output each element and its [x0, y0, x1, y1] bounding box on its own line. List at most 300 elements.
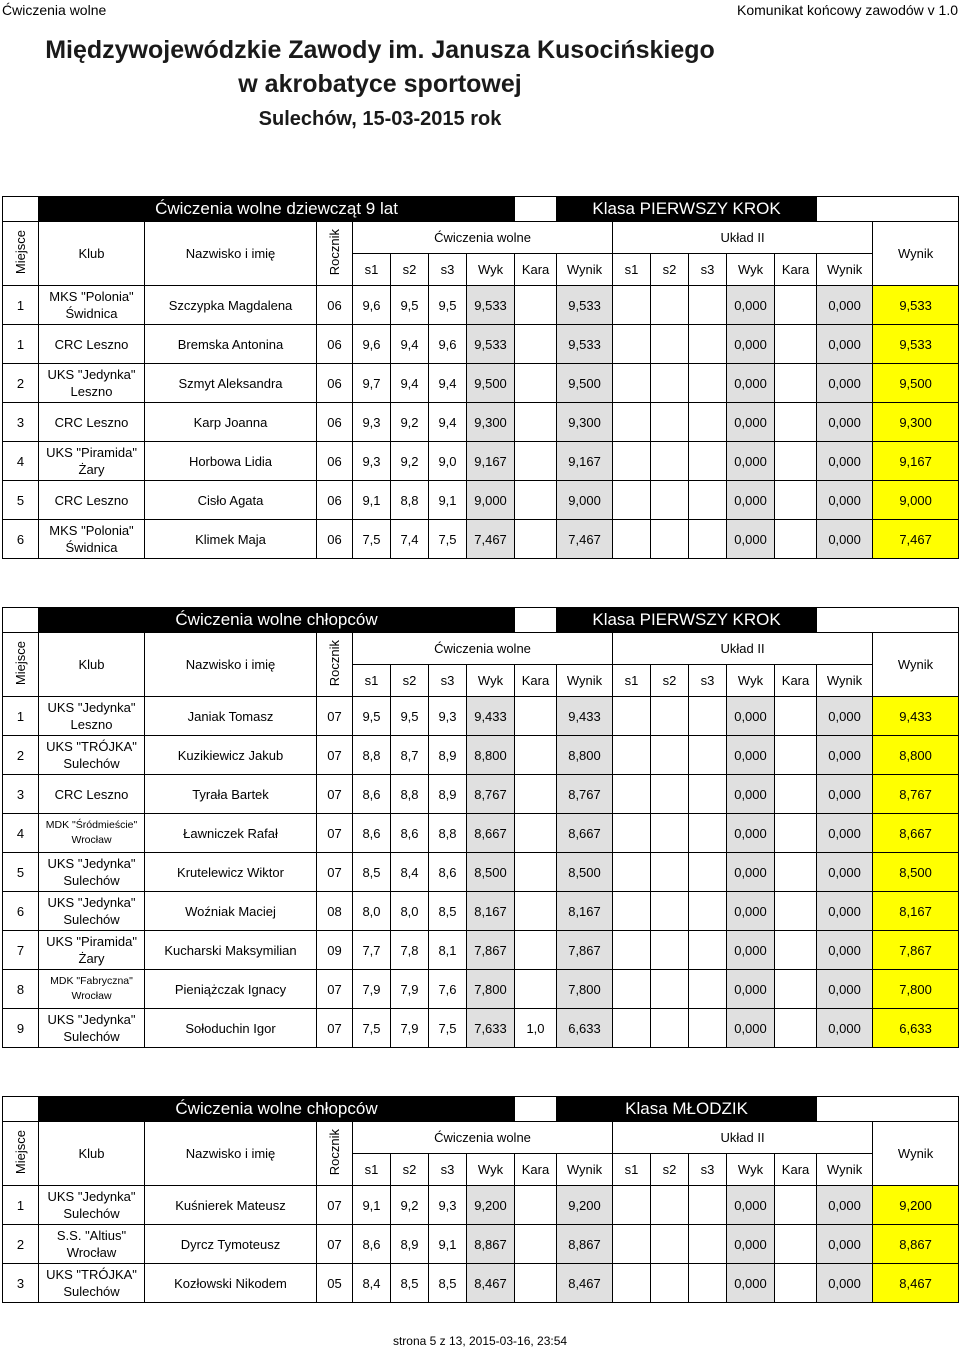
club-city: Sulechów [63, 1284, 120, 1299]
club-name: UKS "Jedynka" [47, 895, 136, 910]
kara-cell [515, 1264, 557, 1303]
wynik1-cell: 8,767 [557, 775, 613, 814]
wynik-header: Wynik [873, 1122, 959, 1186]
b-s1-cell [613, 442, 651, 481]
club-name: UKS "Jedynka" [47, 367, 136, 382]
b-wynik-cell: 0,000 [817, 364, 873, 403]
b-s1-cell [613, 286, 651, 325]
table-row [3, 1186, 959, 1225]
category-label: Ćwiczenia wolne dziewcząt 9 lat [39, 197, 515, 222]
place-cell: 1 [3, 697, 39, 736]
b-wyk-cell: 0,000 [727, 325, 775, 364]
b-s3-cell [689, 775, 727, 814]
club-name: MDK "Śródmieście" [45, 819, 138, 831]
rocznik-header: Rocznik [317, 1122, 353, 1186]
b-s1-cell [613, 736, 651, 775]
wynik1-cell: 9,167 [557, 442, 613, 481]
place-cell: 5 [3, 853, 39, 892]
name-cell: Szmyt Aleksandra [145, 364, 317, 403]
s2-cell: 8,8 [391, 775, 429, 814]
wynik1-cell: 6,633 [557, 1009, 613, 1048]
s1-cell: 8,0 [353, 892, 391, 931]
place-cell: 3 [3, 1264, 39, 1303]
b-s3-cell [689, 931, 727, 970]
name-cell: Sołoduchin Igor [145, 1009, 317, 1048]
club-cell [39, 520, 145, 559]
subheader-wynik_sub: Wynik [557, 665, 613, 697]
total-cell: 6,633 [873, 1009, 959, 1048]
b-s2-cell [651, 1264, 689, 1303]
b-kara-cell [775, 286, 817, 325]
s1-cell: 9,1 [353, 1186, 391, 1225]
club-city: Leszno [70, 384, 113, 399]
s2-cell: 9,4 [391, 325, 429, 364]
subheader-s2: s2 [391, 254, 429, 286]
club-city: Świdnica [65, 306, 118, 321]
b-s3-cell [689, 814, 727, 853]
name-cell: Bremska Antonina [145, 325, 317, 364]
club-cell [39, 364, 145, 403]
b-wynik-cell: 0,000 [817, 1225, 873, 1264]
name-cell: Tyrała Bartek [145, 775, 317, 814]
kara-cell [515, 325, 557, 364]
club-name: S.S. "Altius" [56, 1228, 127, 1243]
kara-cell [515, 1225, 557, 1264]
b-wyk-cell: 0,000 [727, 364, 775, 403]
b-kara-cell [775, 1186, 817, 1225]
band-spacer [515, 1097, 557, 1122]
b-wyk-cell: 0,000 [727, 1264, 775, 1303]
miejsce-header: Miejsce [3, 222, 39, 286]
b-s1-cell [613, 814, 651, 853]
klub-header: Klub [39, 633, 145, 697]
b-wyk-cell: 0,000 [727, 1009, 775, 1048]
document-subtitle: Sulechów, 15-03-2015 rok [258, 108, 502, 130]
kara-cell [515, 697, 557, 736]
wynik1-cell: 8,167 [557, 892, 613, 931]
rocznik-cell: 06 [317, 403, 353, 442]
wyk-cell: 9,533 [467, 286, 515, 325]
club-name: CRC Leszno [54, 492, 129, 508]
b-s2-cell [651, 970, 689, 1009]
group1-header: Ćwiczenia wolne [353, 1122, 613, 1154]
s1-cell: 7,9 [353, 970, 391, 1009]
name-cell: Janiak Tomasz [145, 697, 317, 736]
b-s3-cell [689, 1009, 727, 1048]
s2-cell: 8,8 [391, 481, 429, 520]
header-left-label: Ćwiczenia wolne [2, 2, 107, 18]
klub-header: Klub [39, 1122, 145, 1186]
b-s1-cell [613, 1009, 651, 1048]
b-s1-cell [613, 325, 651, 364]
place-cell: 4 [3, 814, 39, 853]
total-cell: 9,300 [873, 403, 959, 442]
header-right-label: Komunikat końcowy zawodów v 1.0 [737, 2, 958, 18]
s3-cell: 9,6 [429, 325, 467, 364]
name-cell: Klimek Maja [145, 520, 317, 559]
total-cell: 9,167 [873, 442, 959, 481]
s2-cell: 9,2 [391, 403, 429, 442]
s1-cell: 9,1 [353, 481, 391, 520]
rocznik-cell: 09 [317, 931, 353, 970]
band-spacer [3, 197, 39, 222]
b-s2-cell [651, 853, 689, 892]
b-wynik-cell: 0,000 [817, 853, 873, 892]
kara-cell [515, 481, 557, 520]
subheader-kara: Kara [515, 1154, 557, 1186]
wynik-header: Wynik [873, 222, 959, 286]
table-row [3, 736, 959, 775]
table-row [3, 931, 959, 970]
b-wyk-cell: 0,000 [727, 442, 775, 481]
wynik1-cell: 9,533 [557, 325, 613, 364]
b-s2-cell [651, 364, 689, 403]
club-cell [39, 403, 145, 442]
b-s3-cell [689, 1186, 727, 1225]
b-s2-cell [651, 697, 689, 736]
club-city: Wrocław [66, 1245, 117, 1260]
rocznik-cell: 07 [317, 1186, 353, 1225]
subheader-wynik_sub: Wynik [817, 1154, 873, 1186]
subheader-s1: s1 [613, 254, 651, 286]
rocznik-cell: 06 [317, 520, 353, 559]
b-wynik-cell: 0,000 [817, 814, 873, 853]
name-cell: Karp Joanna [145, 403, 317, 442]
wyk-cell: 8,867 [467, 1225, 515, 1264]
s3-cell: 9,1 [429, 1225, 467, 1264]
total-cell: 7,800 [873, 970, 959, 1009]
s1-cell: 8,6 [353, 775, 391, 814]
subheader-kara: Kara [775, 665, 817, 697]
s1-cell: 9,6 [353, 286, 391, 325]
s3-cell: 8,5 [429, 892, 467, 931]
b-wyk-cell: 0,000 [727, 520, 775, 559]
s1-cell: 9,7 [353, 364, 391, 403]
club-city: Wrocław [71, 834, 112, 846]
b-kara-cell [775, 775, 817, 814]
table-row [3, 1009, 959, 1048]
place-cell: 2 [3, 736, 39, 775]
s3-cell: 9,5 [429, 286, 467, 325]
s3-cell: 7,5 [429, 1009, 467, 1048]
wynik1-cell: 9,533 [557, 286, 613, 325]
b-wynik-cell: 0,000 [817, 286, 873, 325]
kara-cell [515, 970, 557, 1009]
subheader-s1: s1 [613, 1154, 651, 1186]
subheader-s2: s2 [391, 1154, 429, 1186]
b-wyk-cell: 0,000 [727, 403, 775, 442]
b-wyk-cell: 0,000 [727, 853, 775, 892]
name-cell: Woźniak Maciej [145, 892, 317, 931]
s3-cell: 8,9 [429, 775, 467, 814]
b-s1-cell [613, 775, 651, 814]
s1-cell: 9,6 [353, 325, 391, 364]
band-spacer [817, 197, 959, 222]
class-label: Klasa MŁODZIK [557, 1097, 817, 1122]
category-label: Ćwiczenia wolne chłopców [39, 608, 515, 633]
table-row [3, 697, 959, 736]
s3-cell: 9,0 [429, 442, 467, 481]
place-cell: 1 [3, 1186, 39, 1225]
b-kara-cell [775, 853, 817, 892]
club-name: UKS "Jedynka" [47, 856, 136, 871]
rocznik-cell: 06 [317, 325, 353, 364]
club-city: Świdnica [65, 540, 118, 555]
wynik1-cell: 8,500 [557, 853, 613, 892]
b-s2-cell [651, 1225, 689, 1264]
nazwisko-header: Nazwisko i imię [145, 222, 317, 286]
s2-cell: 7,9 [391, 970, 429, 1009]
s1-cell: 9,3 [353, 442, 391, 481]
name-cell: Szczypka Magdalena [145, 286, 317, 325]
place-cell: 4 [3, 442, 39, 481]
s1-cell: 7,5 [353, 1009, 391, 1048]
b-kara-cell [775, 1225, 817, 1264]
s3-cell: 9,3 [429, 697, 467, 736]
wyk-cell: 7,800 [467, 970, 515, 1009]
s2-cell: 7,4 [391, 520, 429, 559]
club-city: Wrocław [71, 990, 112, 1002]
results-table [2, 607, 959, 1048]
b-wyk-cell: 0,000 [727, 931, 775, 970]
club-name: MKS "Polonia" [49, 289, 134, 304]
wyk-cell: 9,000 [467, 481, 515, 520]
place-cell: 9 [3, 1009, 39, 1048]
b-wynik-cell: 0,000 [817, 1186, 873, 1225]
wyk-cell: 9,533 [467, 325, 515, 364]
subheader-kara: Kara [775, 1154, 817, 1186]
table-row [3, 442, 959, 481]
b-s1-cell [613, 364, 651, 403]
name-cell: Kuzikiewicz Jakub [145, 736, 317, 775]
club-cell [39, 931, 145, 970]
wyk-cell: 7,467 [467, 520, 515, 559]
club-name: CRC Leszno [54, 336, 129, 352]
subheader-wyk: Wyk [467, 665, 515, 697]
b-s2-cell [651, 286, 689, 325]
wyk-cell: 8,467 [467, 1264, 515, 1303]
b-wynik-cell: 0,000 [817, 520, 873, 559]
subheader-kara: Kara [775, 254, 817, 286]
table-row [3, 1264, 959, 1303]
total-cell: 8,167 [873, 892, 959, 931]
place-cell: 2 [3, 1225, 39, 1264]
subheader-s1: s1 [353, 254, 391, 286]
b-s1-cell [613, 970, 651, 1009]
s3-cell: 7,5 [429, 520, 467, 559]
b-s1-cell [613, 520, 651, 559]
place-cell: 1 [3, 286, 39, 325]
club-name: UKS "TRÓJKA" [46, 739, 137, 754]
subheader-s3: s3 [429, 665, 467, 697]
b-s1-cell [613, 481, 651, 520]
b-wynik-cell: 0,000 [817, 481, 873, 520]
b-wyk-cell: 0,000 [727, 970, 775, 1009]
b-wynik-cell: 0,000 [817, 1009, 873, 1048]
s1-cell: 9,3 [353, 403, 391, 442]
total-cell: 9,200 [873, 1186, 959, 1225]
b-s1-cell [613, 892, 651, 931]
b-kara-cell [775, 892, 817, 931]
s2-cell: 9,5 [391, 697, 429, 736]
kara-cell [515, 775, 557, 814]
b-s2-cell [651, 775, 689, 814]
name-cell: Pieniążczak Ignacy [145, 970, 317, 1009]
club-name: MDK "Fabryczna" [50, 975, 133, 987]
club-city: Leszno [70, 717, 113, 732]
subheader-s2: s2 [651, 254, 689, 286]
s3-cell: 9,4 [429, 364, 467, 403]
s2-cell: 7,9 [391, 1009, 429, 1048]
band-spacer [3, 1097, 39, 1122]
s2-cell: 8,9 [391, 1225, 429, 1264]
subheader-wynik_sub: Wynik [817, 665, 873, 697]
b-wynik-cell: 0,000 [817, 970, 873, 1009]
total-cell: 8,867 [873, 1225, 959, 1264]
b-wynik-cell: 0,000 [817, 697, 873, 736]
club-name: UKS "Jedynka" [47, 700, 136, 715]
page-footer: strona 5 z 13, 2015-03-16, 23:54 [392, 1334, 568, 1348]
s1-cell: 8,5 [353, 853, 391, 892]
club-cell [39, 853, 145, 892]
s2-cell: 7,8 [391, 931, 429, 970]
b-s2-cell [651, 892, 689, 931]
s2-cell: 9,5 [391, 286, 429, 325]
b-s2-cell [651, 814, 689, 853]
club-cell [39, 286, 145, 325]
subheader-s1: s1 [353, 665, 391, 697]
total-cell: 9,533 [873, 286, 959, 325]
kara-cell [515, 931, 557, 970]
s2-cell: 9,2 [391, 1186, 429, 1225]
miejsce-header: Miejsce [3, 1122, 39, 1186]
band-spacer [515, 608, 557, 633]
club-cell [39, 1009, 145, 1048]
wyk-cell: 9,200 [467, 1186, 515, 1225]
subheader-s3: s3 [689, 665, 727, 697]
club-cell [39, 970, 145, 1009]
rocznik-cell: 07 [317, 1009, 353, 1048]
b-wyk-cell: 0,000 [727, 481, 775, 520]
name-cell: Kozłowski Nikodem [145, 1264, 317, 1303]
b-s2-cell [651, 520, 689, 559]
b-s1-cell [613, 1264, 651, 1303]
rocznik-cell: 07 [317, 814, 353, 853]
b-s2-cell [651, 325, 689, 364]
b-wyk-cell: 0,000 [727, 697, 775, 736]
table-row [3, 325, 959, 364]
s1-cell: 7,7 [353, 931, 391, 970]
rocznik-cell: 06 [317, 364, 353, 403]
b-s3-cell [689, 1225, 727, 1264]
s3-cell: 9,3 [429, 1186, 467, 1225]
subheader-wyk: Wyk [467, 254, 515, 286]
wyk-cell: 8,667 [467, 814, 515, 853]
s3-cell: 8,9 [429, 736, 467, 775]
name-cell: Kucharski Maksymilian [145, 931, 317, 970]
place-cell: 1 [3, 325, 39, 364]
subheader-s3: s3 [429, 1154, 467, 1186]
group2-header: Układ II [613, 633, 873, 665]
b-wynik-cell: 0,000 [817, 403, 873, 442]
rocznik-cell: 08 [317, 892, 353, 931]
rocznik-header: Rocznik [317, 222, 353, 286]
club-cell [39, 736, 145, 775]
s1-cell: 9,5 [353, 697, 391, 736]
table-row [3, 892, 959, 931]
b-kara-cell [775, 520, 817, 559]
total-cell: 7,467 [873, 520, 959, 559]
b-wyk-cell: 0,000 [727, 775, 775, 814]
rocznik-cell: 06 [317, 442, 353, 481]
b-kara-cell [775, 1264, 817, 1303]
rocznik-cell: 06 [317, 286, 353, 325]
s3-cell: 8,5 [429, 1264, 467, 1303]
b-s1-cell [613, 697, 651, 736]
s2-cell: 8,6 [391, 814, 429, 853]
b-s3-cell [689, 364, 727, 403]
group1-header: Ćwiczenia wolne [353, 633, 613, 665]
name-cell: Kuśnierek Mateusz [145, 1186, 317, 1225]
b-kara-cell [775, 697, 817, 736]
place-cell: 3 [3, 403, 39, 442]
s1-cell: 8,4 [353, 1264, 391, 1303]
group1-header: Ćwiczenia wolne [353, 222, 613, 254]
place-cell: 2 [3, 364, 39, 403]
s2-cell: 8,4 [391, 853, 429, 892]
band-spacer [817, 1097, 959, 1122]
name-cell: Krutelewicz Wiktor [145, 853, 317, 892]
b-wynik-cell: 0,000 [817, 442, 873, 481]
s1-cell: 7,5 [353, 520, 391, 559]
subheader-s2: s2 [651, 1154, 689, 1186]
subheader-wyk: Wyk [727, 665, 775, 697]
b-s3-cell [689, 403, 727, 442]
table-row [3, 403, 959, 442]
b-wynik-cell: 0,000 [817, 1264, 873, 1303]
b-kara-cell [775, 481, 817, 520]
club-cell [39, 775, 145, 814]
name-cell: Dyrcz Tymoteusz [145, 1225, 317, 1264]
b-s2-cell [651, 481, 689, 520]
wynik1-cell: 8,867 [557, 1225, 613, 1264]
b-wyk-cell: 0,000 [727, 1186, 775, 1225]
subheader-wynik_sub: Wynik [557, 254, 613, 286]
subheader-s3: s3 [429, 254, 467, 286]
club-name: UKS "Jedynka" [47, 1189, 136, 1204]
s3-cell: 8,8 [429, 814, 467, 853]
b-s3-cell [689, 442, 727, 481]
miejsce-header: Miejsce [3, 633, 39, 697]
s2-cell: 9,2 [391, 442, 429, 481]
b-s3-cell [689, 325, 727, 364]
wynik1-cell: 7,867 [557, 931, 613, 970]
table-row [3, 775, 959, 814]
total-cell: 9,533 [873, 325, 959, 364]
b-kara-cell [775, 814, 817, 853]
wyk-cell: 9,500 [467, 364, 515, 403]
band-spacer [817, 608, 959, 633]
results-table [2, 196, 959, 559]
kara-cell: 1,0 [515, 1009, 557, 1048]
b-s1-cell [613, 1186, 651, 1225]
kara-cell [515, 442, 557, 481]
rocznik-cell: 07 [317, 1225, 353, 1264]
total-cell: 9,000 [873, 481, 959, 520]
b-kara-cell [775, 970, 817, 1009]
total-cell: 8,667 [873, 814, 959, 853]
b-kara-cell [775, 364, 817, 403]
